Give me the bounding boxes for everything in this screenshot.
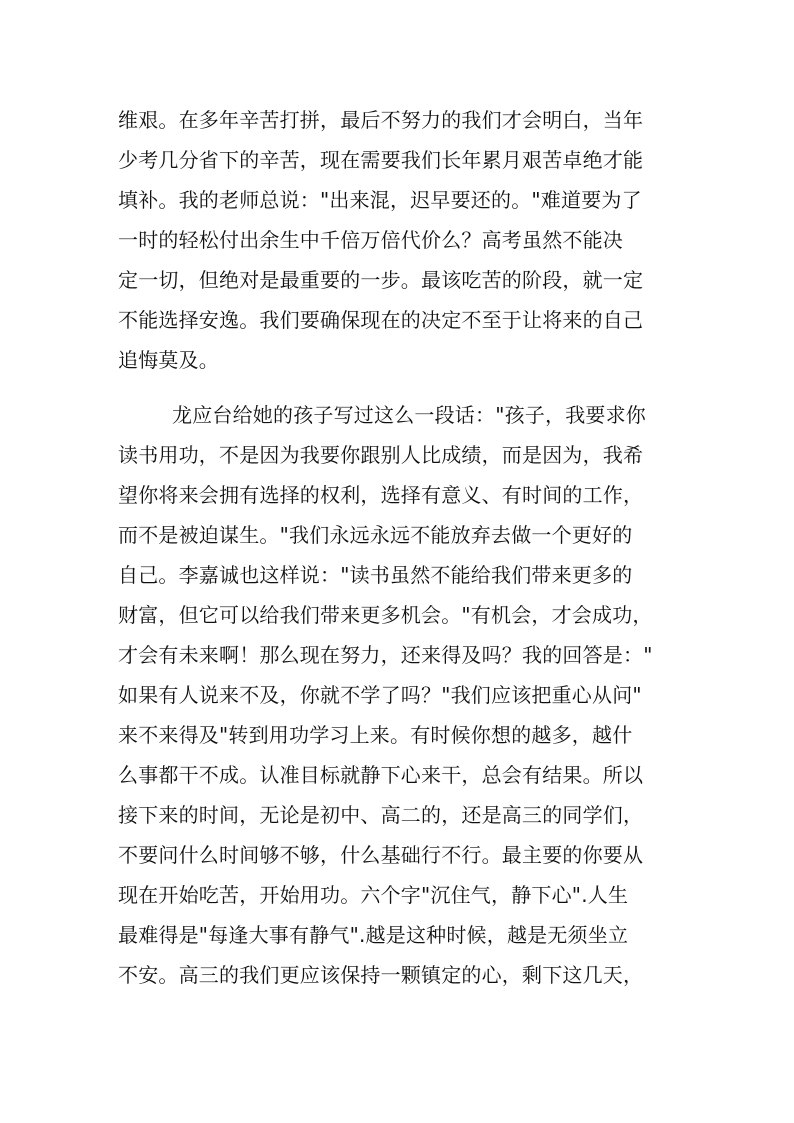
paragraph-2 bbox=[118, 395, 688, 995]
text-line: 不要问什么时间够不够，什么基础行不行。最主要的你要从 bbox=[118, 843, 644, 867]
text-line: 接下来的时间，无论是初中、高二的，还是高三的同学们， bbox=[118, 803, 644, 827]
text-line: 来不来得及"转到用功学习上来。有时候你想的越多，越什 bbox=[118, 723, 633, 747]
text-line: 定一切，但绝对是最重要的一步。最该吃苦的阶段，就一定 bbox=[118, 268, 644, 292]
text-line: 么事都干不成。认准目标就静下心来干，总会有结果。所以 bbox=[118, 763, 644, 787]
text-line: 最难得是"每逢大事有静气".越是这种时候，越是无须坐立 bbox=[118, 923, 629, 947]
text-line: 自己。李嘉诚也这样说："读书虽然不能给我们带来更多的 bbox=[118, 563, 633, 587]
text-line: 而不是被迫谋生。"我们永远永远不能放弃去做一个更好的 bbox=[118, 523, 633, 547]
text-line: 如果有人说来不及，你就不学了吗？"我们应该把重心从问" bbox=[118, 683, 642, 707]
text-line: 一时的轻松付出余生中千倍万倍代价么？高考虽然不能决 bbox=[118, 228, 623, 252]
text-line: 读书用功，不是因为我要你跟别人比成绩，而是因为，我希 bbox=[118, 443, 644, 467]
paragraph-spacer bbox=[118, 380, 688, 395]
text-line: 才会有未来啊！那么现在努力，还来得及吗？我的回答是：" bbox=[118, 643, 653, 667]
text-line: 望你将来会拥有选择的权利，选择有意义、有时间的工作， bbox=[118, 483, 644, 507]
text-line: 财富，但它可以给我们带来更多机会。"有机会，才会成功， bbox=[118, 603, 653, 627]
text-line: 追悔莫及。 bbox=[118, 348, 219, 372]
text-line: 现在开始吃苦，开始用功。六个字"沉住气，静下心".人生 bbox=[118, 883, 629, 907]
text-line: 填补。我的老师总说："出来混，迟早要还的。"难道要为了 bbox=[118, 188, 642, 212]
text-line: 不能选择安逸。我们要确保现在的决定不至于让将来的自己 bbox=[118, 308, 644, 332]
paragraph-1 bbox=[118, 100, 688, 380]
text-line: 少考几分省下的辛苦，现在需要我们长年累月艰苦卓绝才能 bbox=[118, 148, 644, 172]
text-line-indented: 龙应台给她的孩子写过这么一段话："孩子，我要求你 bbox=[172, 403, 646, 427]
body-text bbox=[118, 100, 688, 995]
text-line: 维艰。在多年辛苦打拼，最后不努力的我们才会明白，当年 bbox=[118, 108, 644, 132]
text-line: 不安。高三的我们更应该保持一颗镇定的心，剩下这几天， bbox=[118, 963, 644, 987]
